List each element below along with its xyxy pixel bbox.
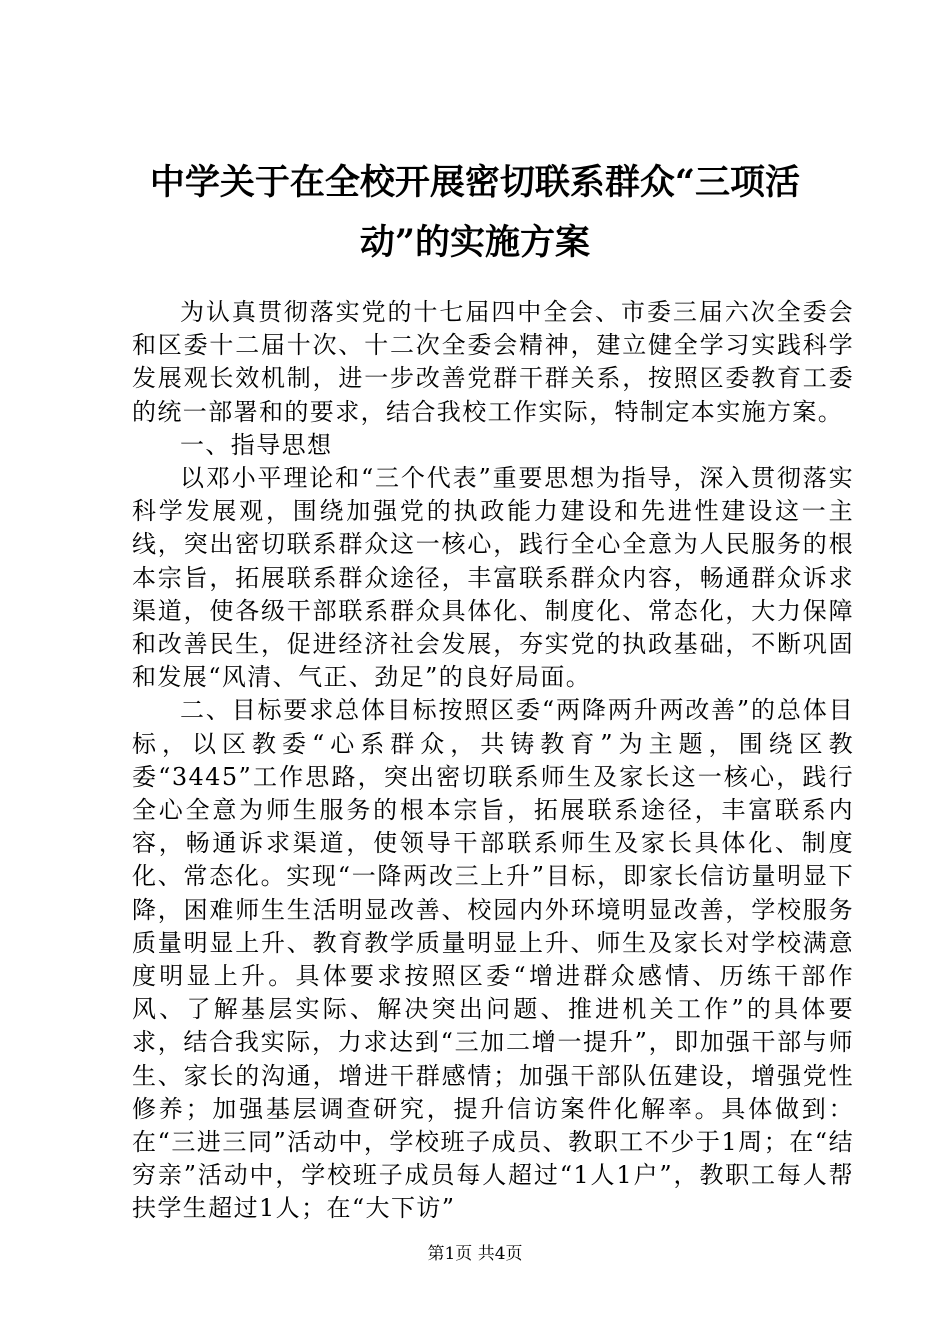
section-heading-guiding-ideology: 一、指导思想: [180, 430, 333, 459]
goals-requirements-paragraph: 二、目标要求总体目标按照区委“两降两升两改善”的总体目标，以区教委“心系群众，共铸教育”为主题，围绕区教委“3445”工作思路，突出密切联系师生及家长这一核心，践行全心全意为师生服务的根本宗旨，拓展联系途径，丰富联系内容，畅通诉求渠道，使领导干部联系师生及家长具体化、制度化、常态化。实现“一降两改三上升”目标，即家长信访量明显下降，困难师生生活明显改善、校园内外环境明显改善，学校服务质量明显上升、教育教学质量明显上升、师生及家长对学校满意度明显上升。具体要求按照区委“增进群众感情、历练干部作风、了解基层实际、解决突出问题、推进机关工作”的具体要求，结合我实际，力求达到“三加二增一提升”，即加强干部与师生、家长的沟通，增进干群感情；加强干部队伍建设，增强党性修养；加强基层调查研究，提升信访案件化解率。具体做到：在“三进三同”活动中，学校班子成员、教职工不少于1周；在“结穷亲”活动中，学校班子成员每人超过“1人1户”，教职工每人帮扶学生超过1人；在“大下访”: [132, 696, 854, 1223]
title-line-2: 动”的实施方案: [359, 222, 591, 263]
document-body: [132, 296, 854, 1226]
document-title: [100, 153, 850, 273]
page-number-footer: 第1页 共4页: [427, 1244, 523, 1264]
title-line-1: 中学关于在全校开展密切联系群众“三项活: [149, 162, 801, 203]
intro-paragraph: 为认真贯彻落实党的十七届四中全会、市委三届六次全委会和区委十二届十次、十二次全委会精神，建立健全学习实践科学发展观长效机制，进一步改善党群干群关系，按照区委教育工委的统一部署和的要求，结合我校工作实际，特制定本实施方案。: [132, 298, 854, 426]
guiding-ideology-paragraph: 以邓小平理论和“三个代表”重要思想为指导，深入贯彻落实科学发展观，围绕加强党的执政能力建设和先进性建设这一主线，突出密切联系群众这一核心，践行全心全意为人民服务的根本宗旨，拓展联系群众途径，丰富联系群众内容，畅通群众诉求渠道，使各级干部联系群众具体化、制度化、常态化，大力保障和改善民生，促进经济社会发展，夯实党的执政基础，不断巩固和发展“风清、气正、劲足”的良好局面。: [132, 464, 854, 692]
